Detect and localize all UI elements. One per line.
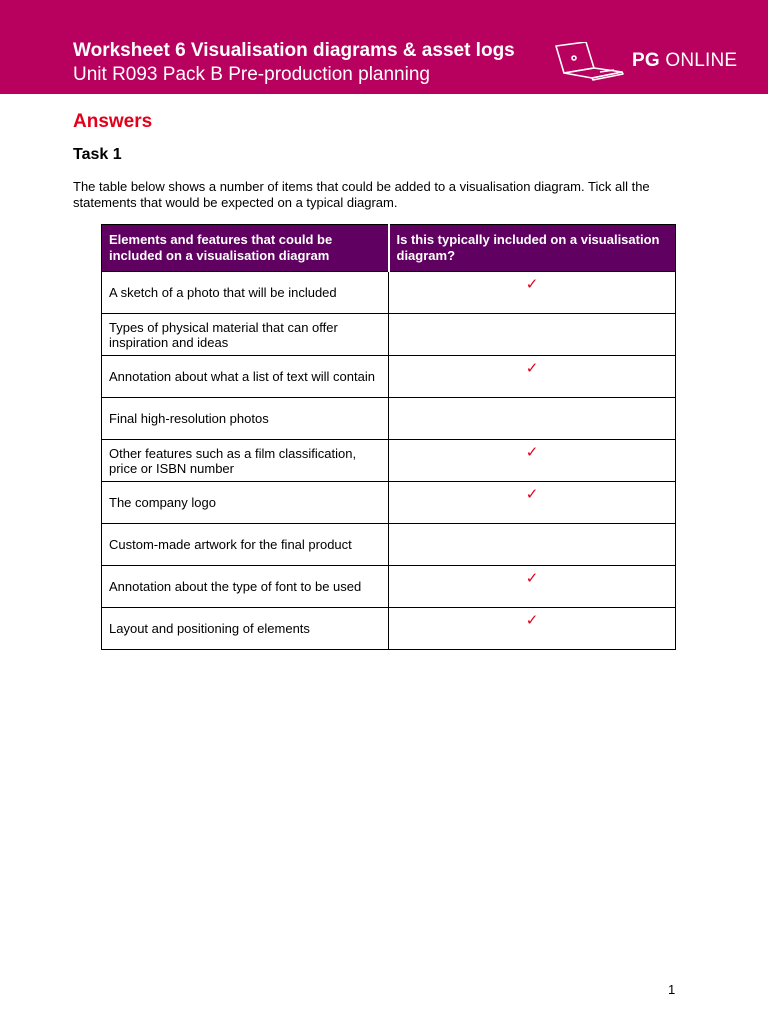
element-description: Final high-resolution photos — [102, 398, 389, 440]
table-row — [102, 440, 676, 482]
tick-cell — [389, 314, 676, 356]
element-description: Annotation about what a list of text will contain — [102, 356, 389, 398]
tick-cell — [389, 566, 676, 608]
task-heading: Task 1 — [73, 146, 122, 163]
element-description: Types of physical material that can offer inspiration and ideas — [102, 314, 389, 356]
visualisation-elements-table — [101, 224, 676, 650]
tick-icon: ✓ — [525, 611, 539, 629]
table-row — [102, 356, 676, 398]
table-row — [102, 524, 676, 566]
tick-cell — [389, 608, 676, 650]
element-description: A sketch of a photo that will be included — [102, 272, 389, 314]
tick-icon: ✓ — [525, 359, 539, 377]
logo-online: ONLINE — [659, 50, 738, 71]
tick-cell — [389, 356, 676, 398]
tick-icon: ✓ — [525, 569, 539, 587]
table-row — [102, 566, 676, 608]
element-description: Annotation about the type of font to be used — [102, 566, 389, 608]
column-header-elements: Elements and features that could be included on a visualisation diagram — [102, 225, 389, 272]
page-header — [0, 0, 768, 94]
table-row — [102, 314, 676, 356]
table-row — [102, 398, 676, 440]
table-row — [102, 272, 676, 314]
tick-cell — [389, 524, 676, 566]
logo-pg: PG — [632, 50, 660, 71]
element-description: Layout and positioning of elements — [102, 608, 389, 650]
tick-cell — [389, 398, 676, 440]
task-instructions: The table below shows a number of items that could be added to a visualisation diagram. Tick all the statements that would be expected on a typical diagram. — [73, 179, 650, 210]
page-number: 1 — [668, 982, 676, 997]
tick-cell — [389, 482, 676, 524]
table-header-row — [102, 225, 676, 272]
tick-cell — [389, 440, 676, 482]
unit-subtitle: Unit R093 Pack B Pre-production planning — [73, 64, 430, 85]
element-description: Custom-made artwork for the final product — [102, 524, 389, 566]
worksheet-title: Worksheet 6 Visualisation diagrams & asset logs — [73, 40, 515, 61]
tick-cell — [389, 272, 676, 314]
element-description: Other features such as a film classification, price or ISBN number — [102, 440, 389, 482]
laptop-icon — [552, 42, 626, 82]
table-row — [102, 482, 676, 524]
tick-icon: ✓ — [525, 275, 539, 293]
answers-heading: Answers — [73, 111, 153, 132]
element-description: The company logo — [102, 482, 389, 524]
pg-online-logo — [552, 42, 742, 82]
tick-icon: ✓ — [525, 485, 539, 503]
table-row — [102, 608, 676, 650]
column-header-included: Is this typically included on a visualisation diagram? — [389, 225, 676, 272]
tick-icon: ✓ — [525, 443, 539, 461]
